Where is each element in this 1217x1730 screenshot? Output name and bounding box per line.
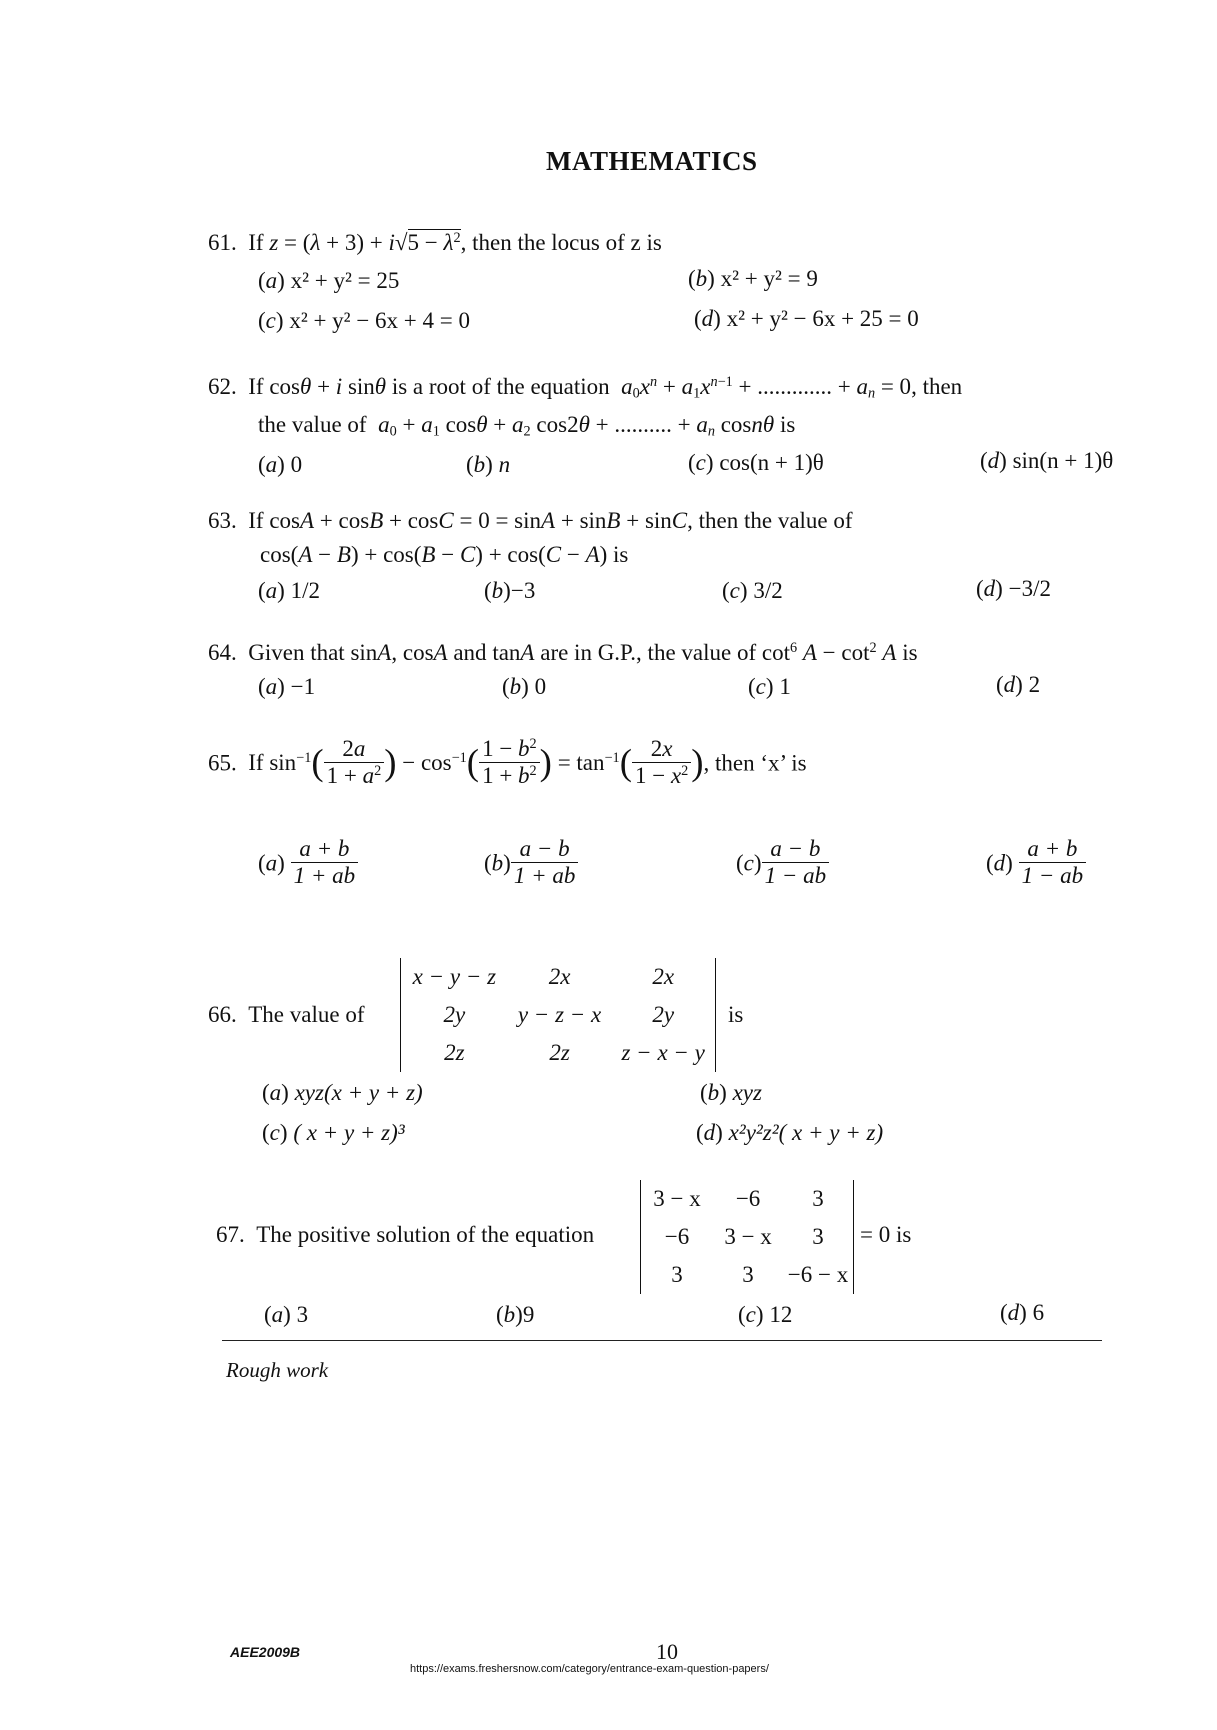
option-b: (b)9 [496,1302,535,1327]
page-title: MATHEMATICS [546,146,758,176]
option-a-denominator: 1 + ab [293,863,356,889]
question-63-line2: cos(A − B) + cos(B − C) + cos(C − A) is [260,542,629,567]
question-text: is [613,542,629,567]
question-text: If [248,750,264,776]
question-text: If [248,374,264,399]
option-d: (d) 2 [996,672,1041,697]
option-a-text: −1 [290,674,316,699]
matrix-cell: −6 [735,1186,761,1211]
option-c: (c) cos(n + 1)θ [688,450,824,475]
matrix-cell: 3 [812,1186,824,1211]
option-b-text: xyz [732,1080,762,1105]
question-number: 65. [208,750,237,776]
option-c-text: x² + y² − 6x + 4 = 0 [289,308,470,333]
matrix-cell: 2z [549,1040,570,1065]
question-text: , then the value of [687,508,853,533]
option-c: (c) 1 [748,674,791,699]
option-c: (c) $\frac{a - b}{1 - ab}$ [736,836,829,890]
question-text: and [453,640,487,665]
option-a: (a) 1/2 [258,578,320,603]
option-b-text: x² + y² = 9 [720,266,818,291]
determinant-67 [640,1180,854,1294]
question-text: , then [911,374,963,399]
option-c-numerator: a − b [762,836,830,863]
question-text: are in G.P., the value of [540,640,757,665]
question-62: 62. If cosθ + i sinθ is a root of the equation $a_0x^n + a_1x^{n-1}$ + ............. + $a_n = 0$, then [208,374,963,402]
option-b: (b) $\frac{a - b}{1 + ab}$ [484,836,578,890]
matrix-cell: 2x [652,964,675,989]
question-number: 64. [208,640,237,665]
source-url: https://exams.freshersnow.com/category/entrance-exam-question-papers/ [410,1663,769,1675]
option-d-numerator: a + b [1019,836,1087,863]
option-b-text: 0 [534,674,547,699]
question-text: is a root of the equation [391,374,610,399]
question-number: 66. [208,1002,237,1027]
question-66 [208,1002,364,1028]
option-a-text: 3 [296,1302,309,1327]
matrix-cell: 3 [671,1262,683,1287]
question-text: The value of [248,1002,365,1027]
option-a-text: 0 [290,452,303,477]
option-a-text: x² + y² = 25 [290,268,400,293]
option-d-denominator: 1 − ab [1021,863,1084,889]
option-c-text: 12 [769,1302,793,1327]
question-61: 61. If $z = (\lambda + 3) + i√5 - \lambda^2$, then the locus of z is [208,230,662,255]
option-a-text: 1/2 [290,578,320,603]
option-a-text: xyz(x + y + z) [294,1080,423,1105]
option-d: (d) −3/2 [976,576,1051,601]
option-d: (d) 6 [1000,1300,1045,1325]
question-67 [216,1222,594,1248]
option-c: (c) 3/2 [722,578,783,603]
option-a: (a) x² + y² = 25 [258,268,400,293]
matrix-cell: x − y − z [412,964,497,989]
question-66-is: is [728,1002,744,1027]
option-d: (d) x²y²z²( x + y + z) [696,1120,884,1145]
option-b: (b) x² + y² = 9 [688,266,818,291]
question-text: the value of [258,412,367,437]
matrix-cell: 3 − x [653,1186,701,1211]
matrix-cell: 3 [812,1224,824,1249]
matrix-cell: 2y [443,1002,466,1027]
question-62-line2: the value of $a_0 + a_1$ $\cos\theta + a_2$ cos2θ + .......... + $a_n$ cosnθ is [258,412,796,440]
option-c-text: ( x + y + z)³ [293,1120,405,1145]
option-d-text: −3/2 [1008,576,1051,601]
matrix-cell: z − x − y [621,1040,705,1065]
question-63: 63. If cosA + cosB + cosC = 0 = sinA + sinB + sinC, then the value of [208,508,853,533]
option-d: (d) x² + y² − 6x + 25 = 0 [694,306,919,331]
question-text: The positive solution of the equation [256,1222,595,1247]
question-number: 62. [208,374,237,399]
option-a: (a) 3 [264,1302,309,1327]
question-number: 67. [216,1222,245,1247]
question-65: 65. If $\sin^{-1}$( $\frac{2a}{1 + a^2}$ ) − $\cos^{-1}$( $\frac{1 - b^2}{1 + b^2}$ ) = $\tan^{-1}$( $\frac{2x}{1 - x^2}$ ), then ‘x’ is [208,736,807,789]
option-b-text: −3 [510,578,536,603]
matrix-cell: 2y [652,1002,675,1027]
option-b: (b)−3 [484,578,536,603]
option-b-numerator: a − b [511,836,579,863]
question-text: is [902,640,918,665]
option-a: (a) $\frac{a + b}{1 + ab}$ [258,836,358,890]
option-d: (d) sin(n + 1)θ [980,448,1114,473]
determinant-66 [400,958,716,1072]
option-b-text: 9 [522,1302,535,1327]
paper-code: AEE2009B [230,1644,301,1660]
option-d-text: 2 [1028,672,1041,697]
page-number: 10 [656,1639,678,1664]
option-c: (c) 12 [738,1302,793,1327]
option-b: (b) 0 [502,674,547,699]
question-text: is [779,412,796,437]
option-b-text: n [498,452,511,477]
option-a-numerator: a + b [291,836,359,863]
question-text: , then the locus of z is [460,230,662,255]
matrix-cell: 3 − x [724,1224,772,1249]
matrix-cell: y − z − x [517,1002,602,1027]
matrix-cell: −6 − x [787,1262,849,1287]
matrix-cell: 3 [742,1262,754,1287]
option-d-text: 6 [1032,1300,1045,1325]
option-d-text: x²y²z²( x + y + z) [728,1120,884,1145]
option-b: (b) xyz [700,1080,762,1105]
question-text: Given that [248,640,345,665]
option-d-text: sin(n + 1)θ [1012,448,1114,473]
divider [222,1340,1102,1341]
question-text: , then ‘x’ is [703,750,807,776]
question-number: 61. [208,230,237,255]
option-c-denominator: 1 − ab [764,863,827,889]
option-b-denominator: 1 + ab [513,863,576,889]
option-b: (b) n [466,452,511,477]
option-c-text: 1 [779,674,791,699]
option-a: (a) 0 [258,452,303,477]
option-c-text: cos(n + 1)θ [719,450,824,475]
option-c: (c) ( x + y + z)³ [262,1120,405,1145]
option-a: (a) −1 [258,674,316,699]
option-a: (a) xyz(x + y + z) [262,1080,423,1105]
option-c: (c) x² + y² − 6x + 4 = 0 [258,308,470,333]
rough-work-label: Rough work [226,1358,329,1382]
question-number: 63. [208,508,237,533]
option-d: (d) $\frac{a + b}{1 - ab}$ [986,836,1086,890]
option-c-text: 3/2 [753,578,783,603]
option-d-text: x² + y² − 6x + 25 = 0 [726,306,919,331]
matrix-cell: 2z [444,1040,465,1065]
matrix-cell: −6 [664,1224,690,1249]
matrix-cell: 2x [548,964,571,989]
question-67-end: = 0 is [860,1222,912,1247]
question-64: 64. Given that sinA, cosA and tanA are in G.P., the value of $\cot^6 A - \cot^2 A$ is [208,640,918,665]
